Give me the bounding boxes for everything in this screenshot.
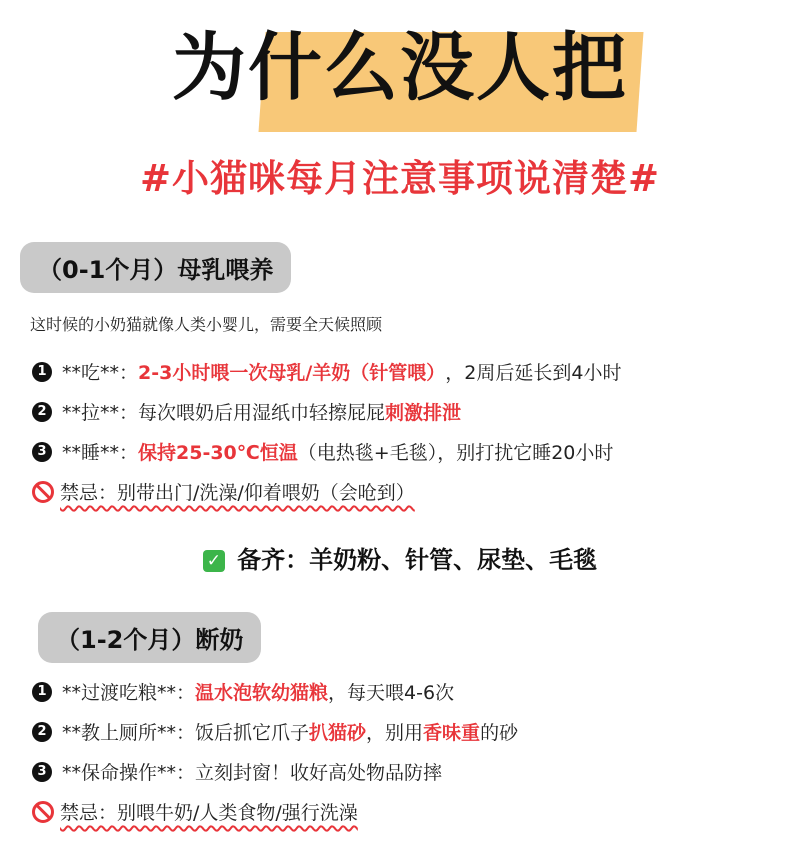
item-label: **保命操作**：立刻封窗！收好高处物品防摔 <box>62 762 443 784</box>
prohibited-icon <box>32 481 54 503</box>
number-badge: 3 <box>32 762 52 782</box>
prohibited-icon <box>32 801 54 823</box>
item-label: **过渡吃粮**： <box>62 682 196 704</box>
item-highlight: 温水泡软幼猫粮 <box>195 682 329 704</box>
item-rest: ，2周后延长到4小时 <box>445 362 622 384</box>
number-badge: 2 <box>32 402 52 422</box>
taboo-row <box>32 478 415 505</box>
section1-heading: （0-1个月）母乳喂养 <box>20 242 291 293</box>
item-label: **教上厕所**：饭后抓它爪子 <box>62 722 310 744</box>
section2-heading: （1-2个月）断奶 <box>38 612 261 663</box>
number-badge: 3 <box>32 442 52 462</box>
number-badge: 2 <box>32 722 52 742</box>
item-rest: （电热毯+毛毯），别打扰它睡20小时 <box>297 442 614 464</box>
item-highlight: 刺激排泄 <box>385 402 462 424</box>
section1-intro: 这时候的小奶猫就像人类小婴儿，需要全天候照顾 <box>30 315 383 334</box>
item-rest: ，别用 <box>366 722 424 744</box>
item-highlight: 2-3小时喂一次母乳/羊奶（针管喂） <box>138 362 446 384</box>
item-highlight-2: 香味重 <box>423 722 481 744</box>
item-label: **睡**： <box>62 442 139 464</box>
item-highlight: 扒猫砂 <box>309 722 367 744</box>
list-item <box>32 438 613 465</box>
taboo-text: 禁忌：别喂牛奶/人类食物/强行洗澡 <box>60 802 358 824</box>
list-item <box>32 358 621 385</box>
check-icon: ✓ <box>203 550 225 572</box>
taboo-row <box>32 798 358 825</box>
taboo-text: 禁忌：别带出门/洗澡/仰着喂奶（会呛到） <box>60 482 415 504</box>
subtitle: #小猫咪每月注意事项说清楚# <box>139 157 660 200</box>
page-title <box>172 25 628 111</box>
list-item <box>32 758 442 785</box>
item-highlight: 保持25-30℃恒温 <box>138 442 298 464</box>
item-rest: ，每天喂4-6次 <box>328 682 455 704</box>
number-badge: 1 <box>32 362 52 382</box>
list-item <box>32 678 454 705</box>
item-label: **拉**：每次喂奶后用湿纸巾轻擦屁屁 <box>62 402 386 424</box>
supplies-text: 备齐：羊奶粉、针管、尿垫、毛毯 <box>237 546 598 574</box>
list-item <box>32 398 461 425</box>
supplies-line <box>0 540 800 575</box>
list-item <box>32 718 518 745</box>
item-rest-2: 的砂 <box>480 722 519 744</box>
item-label: **吃**： <box>62 362 139 384</box>
title-text: 为什么没人把 <box>172 25 628 111</box>
number-badge: 1 <box>32 682 52 702</box>
